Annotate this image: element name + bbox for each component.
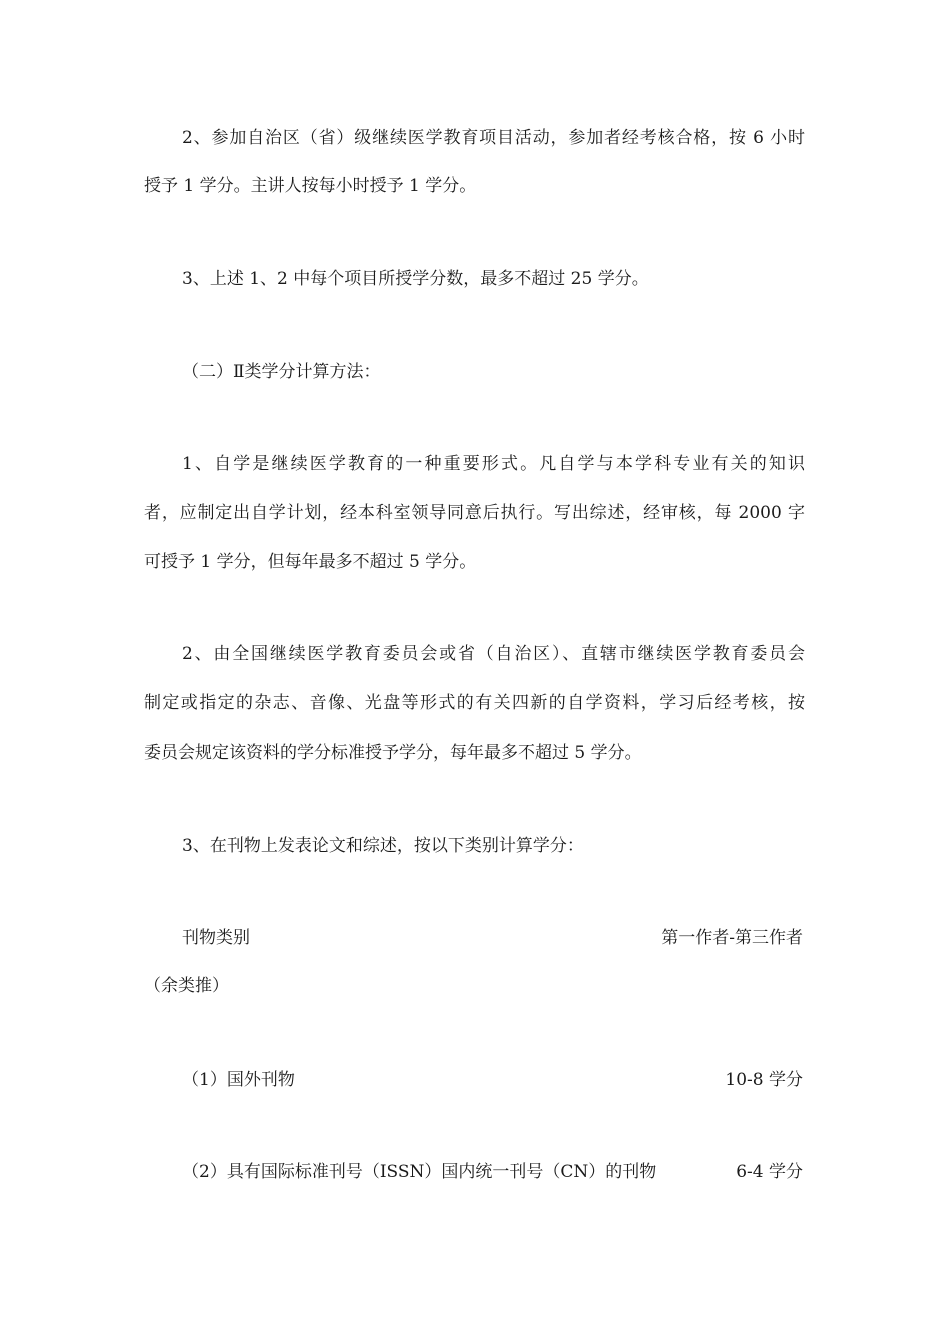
paragraph-line	[144, 126, 805, 150]
section-heading: （二）Ⅱ类学分计算方法：	[182, 362, 381, 382]
table-row-credits: 6-4 学分	[736, 1162, 803, 1182]
text: 2、参加自治区（省）级继续医学教育项目活动，参加者经考核合格，按 6 小时	[182, 128, 805, 148]
paragraph-line: 3、在刊物上发表论文和综述，按以下类别计算学分：	[182, 836, 584, 856]
paragraph-line: 授予 1 学分。主讲人按每小时授予 1 学分。	[144, 176, 477, 196]
table-row-category: （1）国外刊物	[182, 1070, 295, 1090]
text: 2、由全国继续医学教育委员会或省（自治区）、直辖市继续医学教育委员会	[182, 644, 805, 664]
paragraph-line	[144, 452, 805, 476]
paragraph-line: 3、上述 1、2 中每个项目所授学分数，最多不超过 25 学分。	[182, 269, 649, 289]
table-header-note: （余类推）	[144, 976, 229, 996]
text: 1、自学是继续医学教育的一种重要形式。凡自学与本学科专业有关的知识	[182, 454, 805, 474]
text: 制定或指定的杂志、音像、光盘等形式的有关四新的自学资料，学习后经考核，按	[144, 693, 805, 713]
table-row-category: （2）具有国际标准刊号（ISSN）国内统一刊号（CN）的刊物	[182, 1162, 657, 1182]
paragraph-line	[144, 642, 805, 666]
paragraph-line: 可授予 1 学分，但每年最多不超过 5 学分。	[144, 552, 477, 572]
paragraph-line	[144, 501, 805, 525]
paragraph-line	[144, 691, 805, 715]
table-header-category: 刊物类别	[182, 928, 250, 948]
table-header-authors: 第一作者-第三作者	[661, 928, 803, 948]
paragraph-line: 委员会规定该资料的学分标准授予学分，每年最多不超过 5 学分。	[144, 743, 642, 763]
table-row-credits: 10-8 学分	[725, 1070, 803, 1090]
text: 者，应制定出自学计划，经本科室领导同意后执行。写出综述，经审核，每 2000 字	[144, 503, 805, 523]
